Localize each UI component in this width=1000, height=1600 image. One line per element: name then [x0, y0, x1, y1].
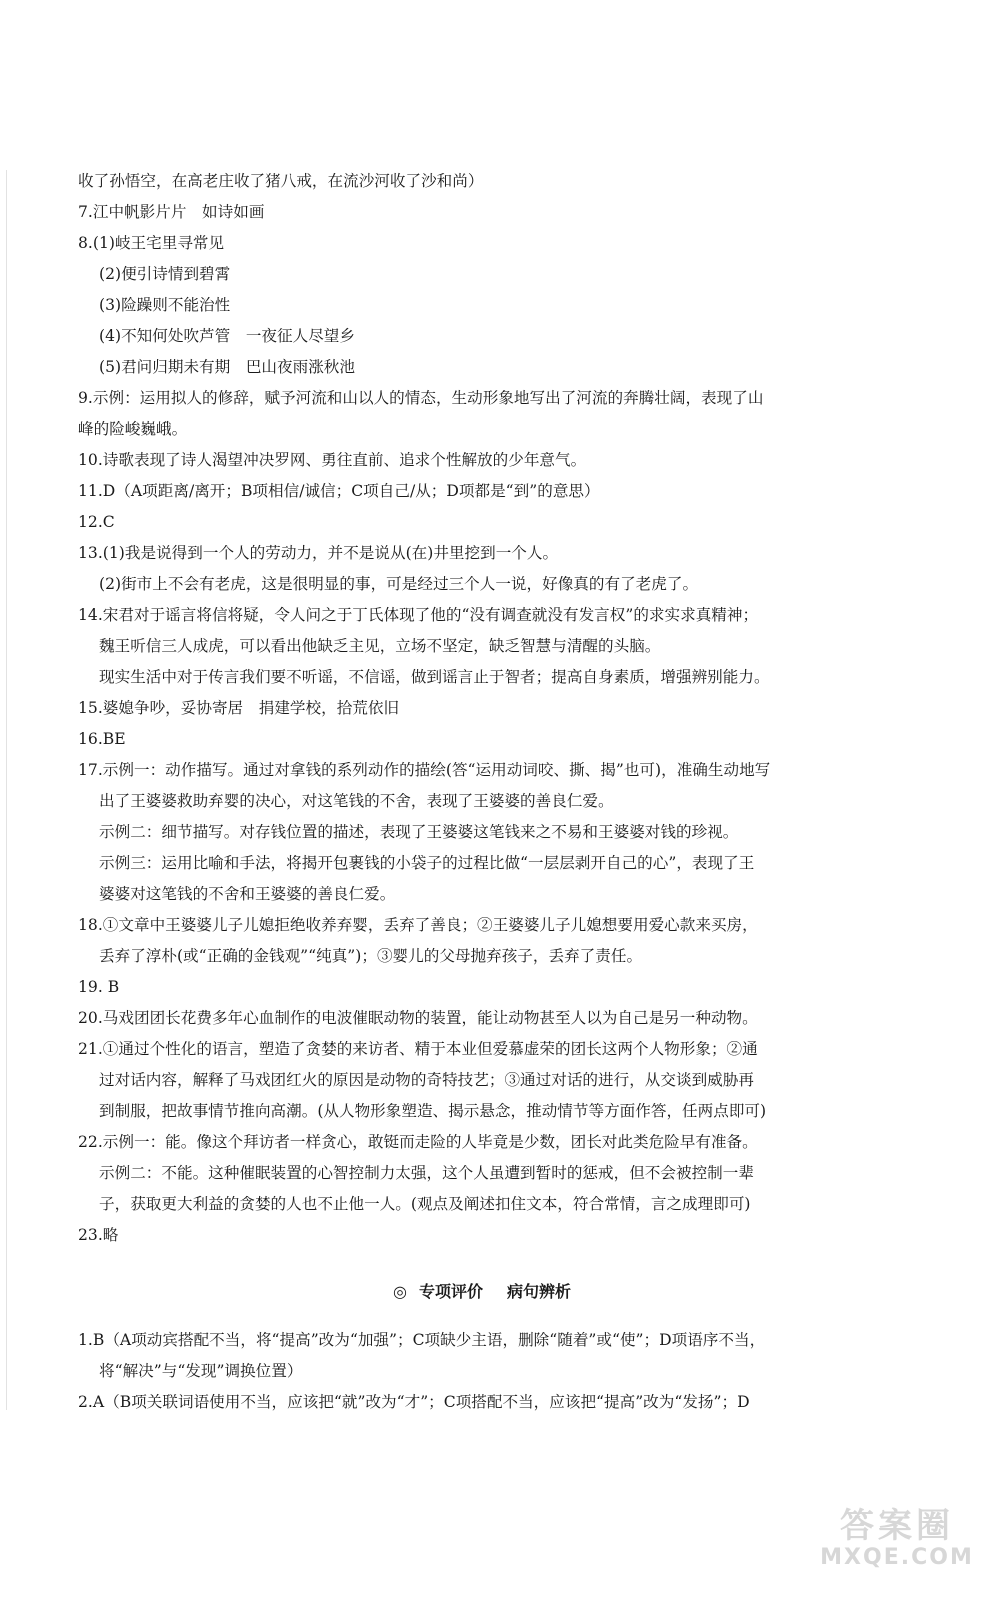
watermark-domain: MXQE.COM	[820, 1545, 974, 1570]
answer-15: 15.婆媳争吵，妥协寄居 捐建学校，拾荒依旧	[78, 699, 400, 717]
answer-21-cont: 过对话内容，解释了马戏团红火的原因是动物的奇特技艺；③通过对话的进行，从交谈到威胁再	[99, 1071, 754, 1089]
answer-14-cont: 魏王听信三人成虎，可以看出他缺乏主见，立场不坚定，缺乏智慧与清醒的头脑。	[99, 637, 661, 655]
section-title-part1: 专项评价	[418, 1282, 483, 1301]
sentence-answer-2: 2.A（B项关联词语使用不当，应该把“就”改为“才”；C项搭配不当，应该把“提高”改为“发扬”；D	[78, 1393, 750, 1411]
answer-8-2: (2)便引诗情到碧霄	[99, 265, 231, 283]
answer-8-3: (3)险躁则不能治性	[99, 296, 231, 314]
answer-12: 12.C	[78, 513, 115, 531]
answer-17: 17.示例一：动作描写。通过对拿钱的系列动作的描绘(答“运用动词咬、撕、揭”也可)，准确生动地写	[78, 761, 771, 779]
section-title	[78, 1277, 886, 1307]
answer-9: 9.示例：运用拟人的修辞，赋予河流和山以人的情态，生动形象地写出了河流的奔腾壮阔，表现了山	[78, 389, 764, 407]
answer-14-cont2: 现实生活中对于传言我们要不听谣，不信谣，做到谣言止于智者；提高自身素质，增强辨别能力。	[99, 668, 770, 686]
answer-19: 19. B	[78, 978, 120, 996]
site-watermark	[802, 1506, 992, 1576]
circle-dot-icon: ◎	[393, 1282, 407, 1301]
answer-17-example3: 示例三：运用比喻和手法，将揭开包裹钱的小袋子的过程比做“一层层剥开自己的心”，表现了王	[99, 854, 755, 872]
text-line: 收了孙悟空，在高老庄收了猪八戒，在流沙河收了沙和尚）	[78, 172, 484, 190]
answer-22-example2-cont: 子，获取更大利益的贪婪的人也不止他一人。(观点及阐述扣住文本，符合常情，言之成理即可)	[99, 1195, 751, 1213]
answer-8: 8.(1)岐王宅里寻常见	[78, 234, 225, 252]
answer-23: 23.略	[78, 1226, 119, 1244]
sentence-answer-1-cont: 将“解决”与“发现”调换位置）	[99, 1362, 303, 1380]
scan-edge-line	[6, 170, 7, 1410]
answer-13: 13.(1)我是说得到一个人的劳动力，并不是说从(在)井里挖到一个人。	[78, 544, 559, 562]
watermark-logo-text: 答案圈	[840, 1506, 954, 1546]
answer-8-5: (5)君问归期未有期 巴山夜雨涨秋池	[99, 358, 355, 376]
answer-10: 10.诗歌表现了诗人渴望冲决罗网、勇往直前、追求个性解放的少年意气。	[78, 451, 587, 469]
answer-13-2: (2)街市上不会有老虎，这是很明显的事，可是经过三个人一说，好像真的有了老虎了。	[99, 575, 699, 593]
answer-21: 21.①通过个性化的语言，塑造了贪婪的来访者、精于本业但爱慕虚荣的团长这两个人物形象；②通	[78, 1040, 758, 1058]
answer-17-cont: 出了王婆婆救助弃婴的决心，对这笔钱的不舍，表现了王婆婆的善良仁爱。	[99, 792, 614, 810]
sentence-answer-1: 1.B（A项动宾搭配不当，将“提高”改为“加强”；C项缺少主语，删除“随着”或“使”；D项语序不当，	[78, 1331, 766, 1349]
answer-16: 16.BE	[78, 730, 126, 748]
answer-8-4: (4)不知何处吹芦管 一夜征人尽望乡	[99, 327, 355, 345]
answer-20: 20.马戏团团长花费多年心血制作的电波催眠动物的装置，能让动物甚至人以为自己是另一种动物。	[78, 1009, 758, 1027]
answer-17-example3-cont: 婆婆对这笔钱的不舍和王婆婆的善良仁爱。	[99, 885, 396, 903]
answer-7: 7.江中帆影片片 如诗如画	[78, 203, 265, 221]
answer-17-example2: 示例二：细节描写。对存钱位置的描述，表现了王婆婆这笔钱来之不易和王婆婆对钱的珍视。	[99, 823, 739, 841]
answer-11: 11.D（A项距离/离开；B项相信/诚信；C项自己/从；D项都是“到”的意思）	[78, 482, 600, 500]
answer-22: 22.示例一：能。像这个拜访者一样贪心，敢铤而走险的人毕竟是少数，团长对此类危险早有准备。	[78, 1133, 758, 1151]
answer-content	[78, 166, 886, 1418]
answer-9-cont: 峰的险峻巍峨。	[78, 420, 188, 438]
answer-22-example2: 示例二：不能。这种催眠装置的心智控制力太强，这个人虽遭到暂时的惩戒，但不会被控制一辈	[99, 1164, 754, 1182]
answer-18-cont: 丢弃了淳朴(或“正确的金钱观”“纯真”)；③婴儿的父母抛弃孩子，丢弃了责任。	[99, 947, 643, 965]
answer-14: 14.宋君对于谣言将信将疑，令人问之于丁氏体现了他的“没有调查就没有发言权”的求实求真精神；	[78, 606, 759, 624]
section-title-part2: 病句辨析	[506, 1282, 571, 1301]
answer-18: 18.①文章中王婆婆儿子儿媳拒绝收养弃婴，丢弃了善良；②王婆婆儿子儿媳想要用爱心款来买房，	[78, 916, 758, 934]
answer-21-cont2: 到制服，把故事情节推向高潮。(从人物形象塑造、揭示悬念，推动情节等方面作答，任两点即可)	[99, 1102, 767, 1120]
